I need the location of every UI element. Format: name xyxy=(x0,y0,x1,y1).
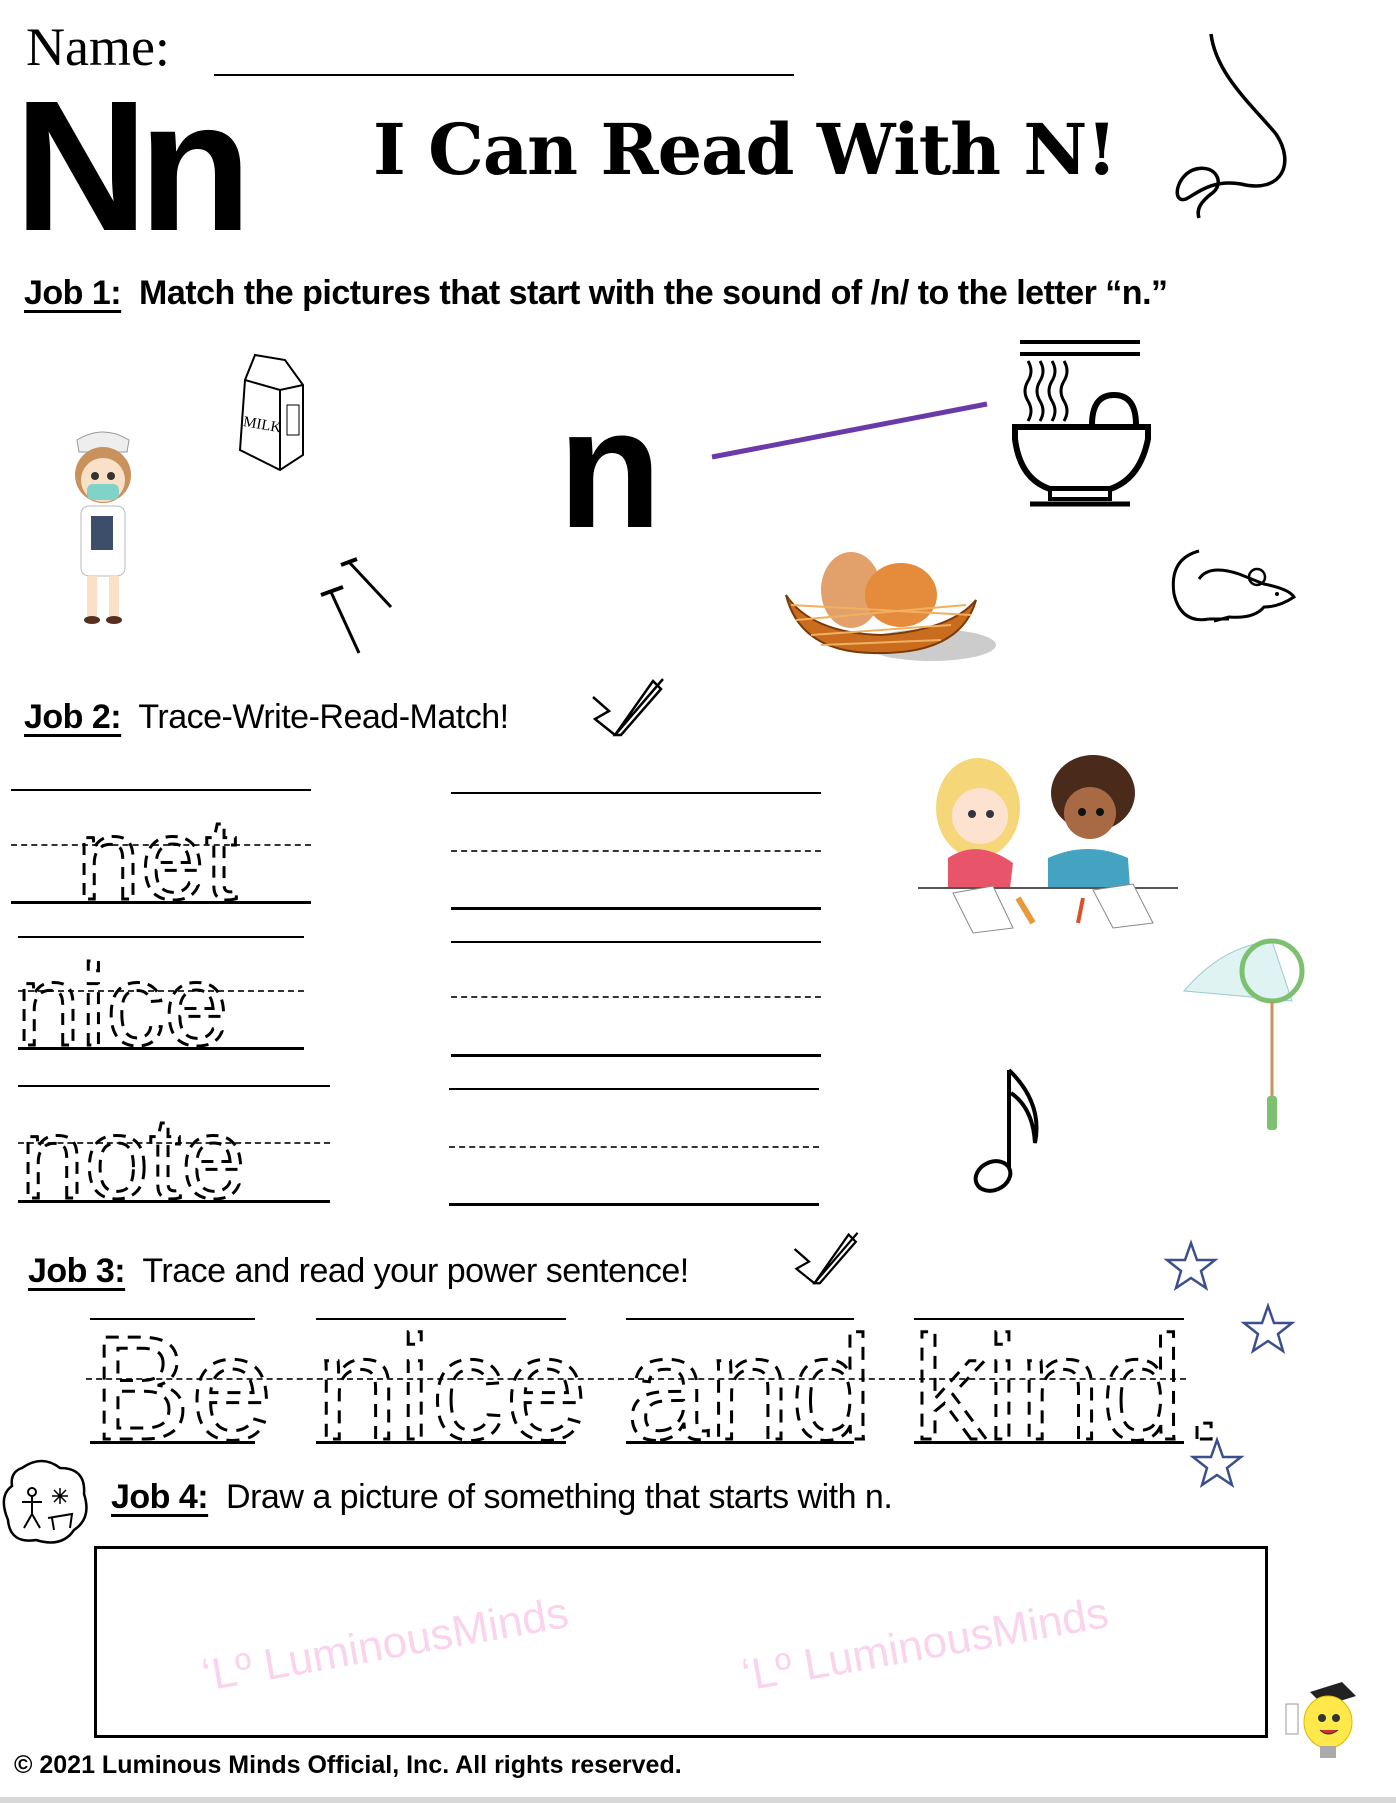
trace-word: nice xyxy=(16,940,229,1070)
trace-word: net xyxy=(76,794,238,924)
watermark: ʻLº LuminousMinds xyxy=(738,1588,1113,1701)
copyright-footer: © 2021 Luminous Minds Official, Inc. All rights reserved. xyxy=(14,1751,682,1779)
trace-word: note xyxy=(20,1093,246,1223)
name-label: Name: xyxy=(26,17,170,77)
sentence-word: nice xyxy=(316,1306,588,1471)
milk-label: MILK xyxy=(241,414,283,437)
drawing-cloud-icon xyxy=(2,1458,90,1546)
star-icon xyxy=(1167,1243,1215,1288)
sentence-word: kind. xyxy=(912,1306,1225,1471)
job4-heading xyxy=(111,1478,892,1517)
sentence-word: Be xyxy=(92,1306,274,1471)
job2-label: Job 2: xyxy=(24,698,122,736)
job2-instructions: Trace-Write-Read-Match! xyxy=(138,698,509,736)
letter-n: n xyxy=(558,374,662,564)
job1-instructions: Match the pictures that start with the sound of /n/ to the letter “n.” xyxy=(139,274,1168,312)
job4-label: Job 4: xyxy=(111,1478,209,1516)
mascot-lightbulb-icon xyxy=(1280,1682,1368,1764)
big-letters: Nn xyxy=(14,63,242,270)
star-icon xyxy=(1193,1440,1241,1485)
job3-label: Job 3: xyxy=(28,1252,126,1290)
drawing-box[interactable] xyxy=(94,1546,1268,1738)
sentence-word: and xyxy=(626,1306,873,1471)
page-title: I Can Read With N! xyxy=(373,108,1117,191)
job3-instructions: Trace and read your power sentence! xyxy=(142,1252,689,1290)
star-icon xyxy=(1244,1306,1292,1351)
job4-instructions: Draw a picture of something that starts with n. xyxy=(226,1478,893,1516)
job1-label: Job 1: xyxy=(24,274,122,312)
bottom-edge xyxy=(0,1797,1396,1803)
watermark: ʻLº LuminousMinds xyxy=(198,1588,573,1701)
